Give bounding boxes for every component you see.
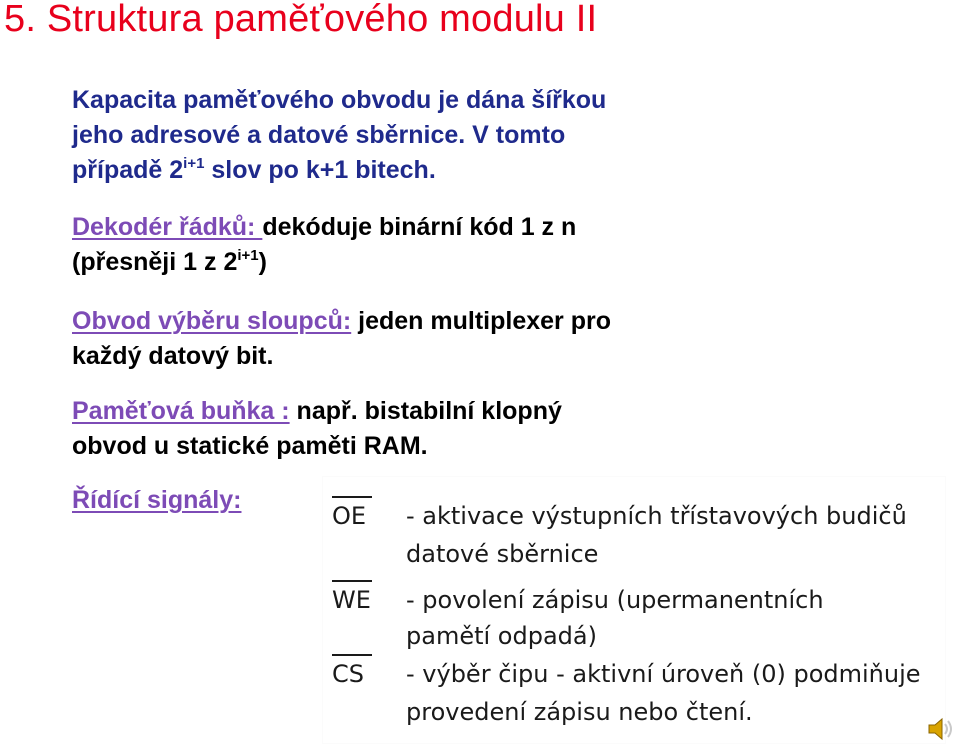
row-decoder-line-2-post: ) [258, 248, 267, 276]
row-decoder-paragraph [72, 210, 932, 280]
page-title: 5. Struktura paměťového modulu II [4, 0, 598, 40]
capacity-line-3-post: slov po k+1 bitech. [204, 156, 436, 184]
row-decoder-line-1 [72, 210, 932, 245]
memory-cell-text: např. bistabilní klopný [289, 397, 562, 425]
column-select-text: jeden multiplexer pro [351, 307, 611, 335]
signal-desc-oe-1: - aktivace výstupních třístavových budičů [406, 502, 907, 530]
signal-desc-cs-1: - výběr čipu - aktivní úroveň (0) podmiňuje [406, 660, 921, 688]
column-select-line-1 [72, 304, 932, 339]
signal-name-we: WE [332, 586, 380, 614]
capacity-line-3-pre: případě 2 [72, 156, 184, 184]
row-decoder-exponent: i+1 [237, 246, 259, 264]
column-select-line-2: každý datový bit. [72, 342, 274, 370]
signal-desc-cs-2: provedení zápisu nebo čtení. [406, 698, 753, 726]
signal-row-we [332, 586, 824, 614]
control-signals-image [322, 476, 946, 744]
memory-cell-line-1 [72, 394, 932, 429]
speaker-icon[interactable] [925, 714, 955, 744]
row-decoder-line-2-pre: (přesněji 1 z 2 [72, 248, 238, 276]
signal-row-oe [332, 502, 907, 530]
signal-desc-oe-2: datové sběrnice [406, 540, 599, 568]
capacity-line-1: Kapacita paměťového obvodu je dána šířkou [72, 86, 607, 114]
row-decoder-label: Dekodér řádků: [72, 213, 263, 241]
capacity-line-3 [72, 153, 932, 188]
memory-cell-paragraph [72, 394, 932, 464]
memory-cell-line-2: obvod u statické paměti RAM. [72, 432, 428, 460]
signal-desc-we-2: pamětí odpadá) [406, 622, 597, 650]
capacity-exponent: i+1 [183, 154, 205, 172]
column-select-paragraph [72, 304, 932, 374]
signal-desc-we-1: - povolení zápisu (upermanentních [406, 586, 824, 614]
capacity-paragraph [72, 83, 932, 188]
control-signals-heading: Řídící signály: [72, 486, 242, 514]
row-decoder-text: dekóduje binární kód 1 z n [262, 213, 577, 241]
signal-name-oe: OE [332, 502, 380, 530]
capacity-line-2: jeho adresové a datové sběrnice. V tomto [72, 121, 566, 149]
signal-name-cs: CS [332, 660, 380, 688]
signal-row-cs [332, 660, 921, 688]
memory-cell-label: Paměťová buňka : [72, 397, 290, 425]
column-select-label: Obvod výběru sloupců: [72, 307, 352, 335]
row-decoder-line-2 [72, 245, 932, 280]
